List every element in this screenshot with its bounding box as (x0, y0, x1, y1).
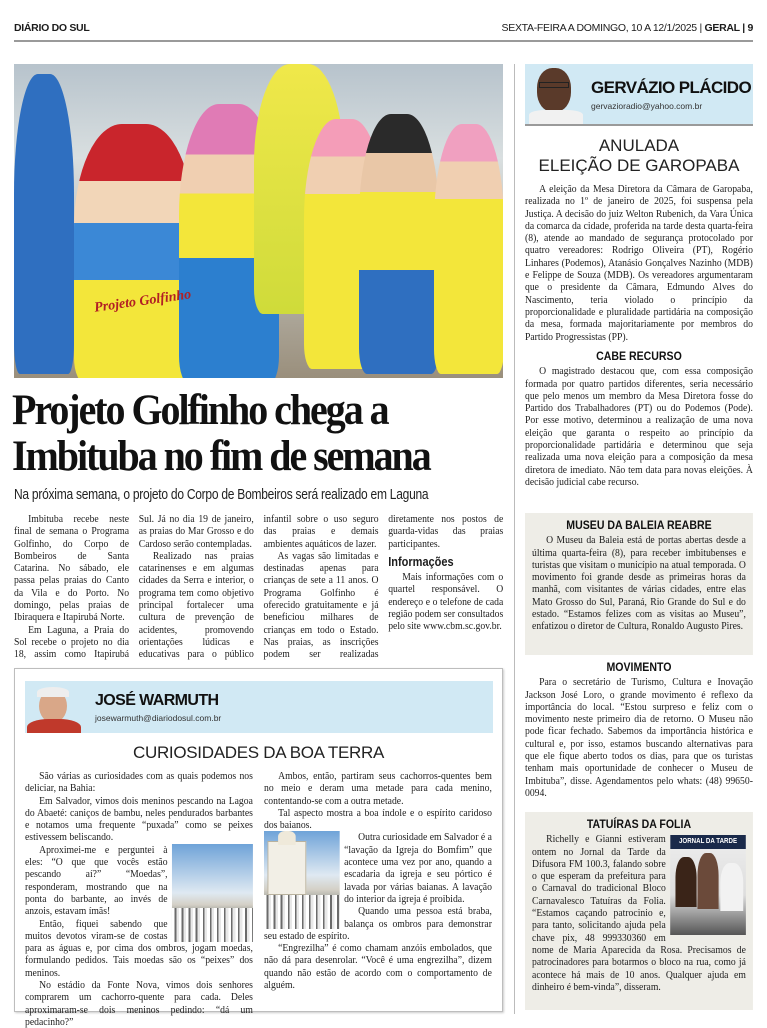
newspaper-name: DIÁRIO DO SUL (14, 22, 90, 34)
page-header (14, 22, 753, 42)
author-name: JOSÉ WARMUTH (95, 691, 219, 709)
paragraph: No estádio da Fonte Nova, vimos dois senhores comprarem um cachorro-quente para cada. Deles aproximaram-se dois meninos pedindo: “dá um pedacinho?” (25, 979, 253, 1028)
paragraph: O Museu da Baleia está de portas abertas desde a última quarta-feira (8), para receber imbitubenses e turistas que visitam o município na atual temporada. O movimento foi grande desde as primeiras horas da manhã, com visitantes de várias cidades, entre elas Mato Grosso do Sul, Paraná, Rio Grande do Sul e do estado. “Estamos felizes com as visitas ao Museu”, enfatizou o diretor de Cultura, Ronaldo Augusto Pires. (532, 534, 746, 633)
section-title: MUSEU DA BALEIA REABRE (566, 518, 712, 532)
paragraph: Ambos, então, partiram seus cachorros-quentes bem no meio e deram uma metade para cada menino, contentando-se com a outra metade. (264, 770, 492, 807)
divider (525, 124, 753, 126)
section-movimento (525, 661, 753, 799)
paragraph: Tal aspecto mostra a boa índole e o espírito caridoso dos baianos. (264, 806, 492, 832)
children-photo (14, 64, 503, 378)
paragraph: Aproximei-me e perguntei à eles: “O que que vocês estão pescando aí?” “Moedas”, responderam, mostrando que na ponta do barbante, ao invés de anzois, estavam ímãs! (25, 843, 168, 918)
author-band (525, 64, 753, 124)
section-title: MOVIMENTO (606, 660, 672, 674)
paragraph: Quando uma pessoa está braba, balança os ombros para demonstrar seu estado de espírito. (264, 905, 492, 942)
title-line: ANULADA (598, 136, 680, 155)
paragraph: Em Salvador, vimos dois meninos pescando na Lagoa do Abaeté: caniços de bambu, neles pendurados barbantes e notamos uma frequente “puxada” como se peixes estivessem beliscando. (25, 794, 253, 844)
author-photo (525, 64, 587, 124)
church-photo (264, 831, 340, 929)
subheading: Informações (388, 554, 454, 569)
subtitle: Na próxima semana, o projeto do Corpo de Bombeiros será realizado em Laguna (14, 487, 429, 503)
headline-line: Projeto Golfinho chega a (12, 387, 388, 434)
column-divider (514, 64, 515, 1014)
main-article-body (14, 513, 503, 665)
headline-line: Imbituba no fim de semana (12, 433, 430, 480)
paragraph: Imbituba recebe neste final de semana o Programa Golfinho, do Corpo de Bombeiros de Santa Catarina. No sábado, ele passa pelas praias do Canto da Vila e do Porto. No domingo, pelas praias de Ibiraquera e Itapirubá Norte. (14, 513, 130, 624)
author-band (25, 681, 493, 733)
paragraph: Mais informações com o quartel responsável. O endereço e o telefone de cada região podem ser consultados pelo site www.cbm.sc.gov.br. (388, 571, 504, 633)
paragraph: A eleição da Mesa Diretora da Câmara de Garopaba, realizada no 1º de janeiro de 2025, foi suspensa pela Justiça. A decisão do juiz Welton Rubenich, da Vara Única da comarca da cidade, proferida na tarde desta quarta-feira (8), atende ao mandado de segurança protocolado por quatro vereadores: Rodrigo Oliveira (PT), Rogério Linhares (Podemos), Atanásio Gonçalves Nazinho (MDB) e Felippe de Souza (MDB). Os vereadores argumentaram que o presidente da Câmara, Edmundo Alves do Nascimento, teria violado o princípio da proporcionalidade e pluralidade partidária na composição da mesa, formada majoritariamente por membros do Partido Progressistas (PP). (525, 183, 753, 343)
lead-text (525, 183, 753, 343)
paragraph: Para o secretário de Turismo, Cultura e Inovação Jackson José Loro, o grande movimento é reflexo da importância do local. “Estou surpreso e feliz com o movimento neste primeiro dia de retorno. O Museu não pode ficar fechado. Sabemos da importância histórica e cultural e, por isso, estamos buscando alternativas para que ele fique aberto todos os dias, para que os turistas tenham mais oportunidade de conhecer o Museu de Imbituba”, disse. Agendamentos pelo whats: (48) 99650-0094. (525, 676, 753, 799)
author-photo (25, 681, 83, 733)
paragraph: “Engrezilha” é como chamam anzóis embolados, que não dá para desenrolar. “Você é uma engrezilha”, dizem quando não estão de acordo com o comportamento de alguém. (264, 942, 492, 992)
paragraph: Outra curiosidade em Salvador é a “lavação da Igreja do Bomfim” que acontece uma vez por ano, quando a escadaria da igreja e seu pórtico é lavada por várias baianas. A lavação do interior da igreja é proibida. (344, 831, 492, 905)
photo-banner-text: JORNAL DA TARDE (670, 835, 746, 849)
author-name: GERVÁZIO PLÁCIDO (591, 77, 752, 97)
radio-studio-photo (670, 835, 746, 935)
opinion-column-box (14, 668, 503, 1028)
author-email[interactable]: gervazioradio@yahoo.com.br (591, 100, 703, 111)
paragraph: As vagas são limitadas e destinadas apenas para crianças de sete a 11 anos. O Programa Golfinho é oferecido gratuitamente e já beneficiou milhares de crianças em todo o Estado. Nas praias, as inscrições podem ser realizadas diretamente nos postos de guarda-vidas das praias participantes. (263, 513, 504, 661)
title-line: ELEIÇÃO DE GAROPABA (538, 156, 740, 175)
section-museu (525, 513, 753, 655)
paragraph: Realizado nas praias catarinenses e em algumas cidades da Serra e interior, o programa tem como objetivo principal fortalecer uma cultura de prevenção de acidentes, promovendo orientações lúdicas e educativas para o público infantil sobre o uso seguro das praias e demais ambientes aquáticos de lazer. (138, 513, 379, 661)
date-section: SEXTA-FEIRA A DOMINGO, 10 A 12/1/2025 | GERAL | 9 (501, 22, 753, 34)
paragraph: Então, fiquei sabendo que muitos devotos viram-se de costas para as águas e, por cima dos ombros, jogam moedas, formulando pedidos. Tais moedas são os “peixes” dos meninos. (25, 917, 253, 979)
section-title: TATUÍRAS DA FOLIA (586, 817, 692, 831)
author-email[interactable]: josewarmuth@diariodosul.com.br (95, 712, 222, 723)
shirt-text: Projeto Golfinho (93, 287, 193, 316)
column-text-right (264, 770, 492, 991)
column-title (525, 136, 753, 176)
paragraph: São várias as curiosidades com as quais podemos nos deliciar, na Bahia: (25, 770, 253, 795)
column-text-left (25, 770, 253, 1028)
paragraph: O magistrado destacou que, com essa composição formada por quatro partidos diferentes, seria necessário que pelo menos um membro da Mesa Diretora fosse do Partido dos Trabalhadores (PT) ou do Podemos (Pode). Por esse motivo, determinou a realização de uma nova eleição que garanta o respeito ao princípio da proporcionalidade partidária e determinou que seja realizada uma nova eleição para a composição da mesa diretora de imediato. Não tem data para novas eleições. À decisão judicial cabe recurso. (525, 365, 753, 488)
paragraph: Em Laguna, a Praia do Sol recebe o projeto no dia 18, assim como Itapirubá Sul. Já no dia 19 de janeiro, as praias do Mar Grosso e do Cardoso serão contempladas. (14, 513, 254, 661)
column-title: CURIOSIDADES DA BOA TERRA (132, 743, 385, 762)
paragraph: Richelly e Gianni estiveram ontem no Jornal da Tarde da Difusora FM 100.3, falando sobre o que esperam da prefeitura para o Carnaval do tradicional Bloco Carnavalesco Tatuíras da Folia. “Estamos caçando patrocinio e, para tanto, solicitando ajuda pela chave pix, 48 999330360 em nome de Maria Aparecida da Rosa. Precisamos de patrocinadores para botarmos o bloco na rua, como já acontece há mais de 10 anos. Qualquer ajuda em dinheiro é bem-vinda”, disseram. (532, 833, 746, 993)
section-tatuiras (525, 812, 753, 1010)
church-photo-left (172, 844, 253, 942)
main-headline (12, 388, 472, 480)
section-cabe-recurso (525, 350, 753, 488)
section-title: CABE RECURSO (596, 349, 682, 363)
